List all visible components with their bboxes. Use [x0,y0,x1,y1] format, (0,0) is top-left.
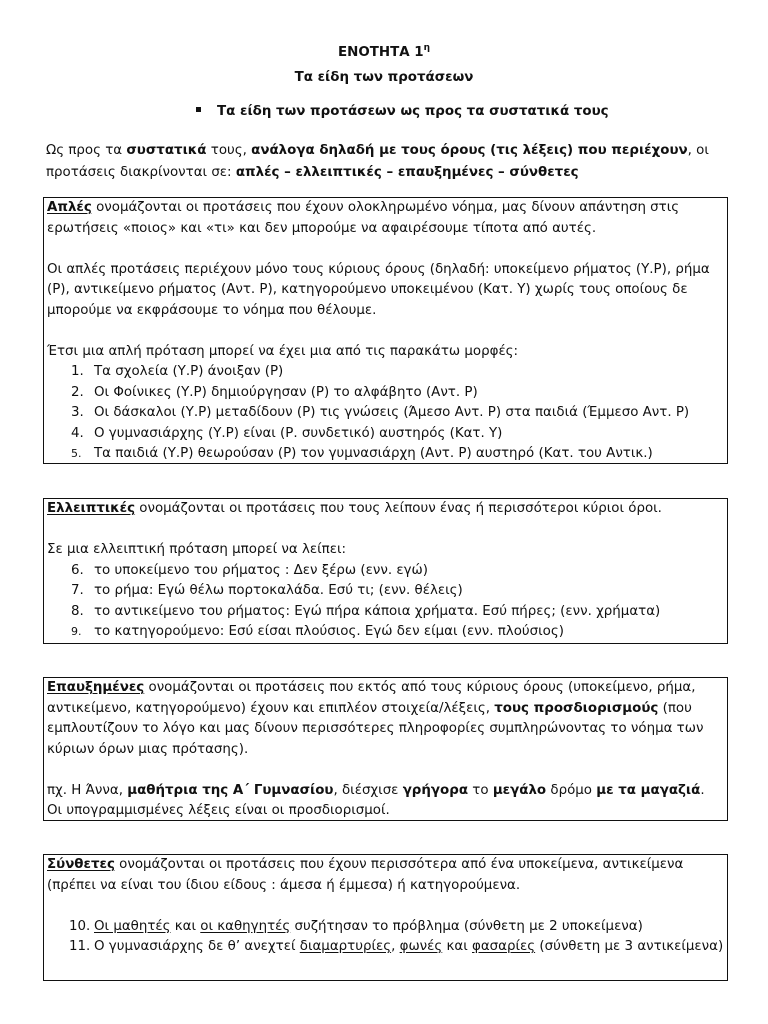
list-number: 9. [71,625,82,638]
intro-text: , οι προτάσεις διακρίνονται σε: [46,143,709,180]
example-text: το [468,782,493,798]
underlined-object: φωνές [399,939,443,954]
elliptic-examples-list [47,561,727,643]
list-item [47,561,727,582]
list-item-text: συζήτησαν το πρόβλημα (σύνθετη με 2 υποκείμενα) [290,918,643,934]
augmented-example [47,781,727,802]
list-item-text: και [170,918,201,934]
list-item [47,581,727,602]
list-number: 11. [69,939,91,954]
simple-term: Απλές [47,200,92,215]
intro-text: τους, [206,143,252,158]
list-item [47,444,727,465]
compound-examples-list [47,917,727,958]
list-number: 3. [71,405,84,420]
unit-title-sup: η [423,43,430,53]
underlined-object: φασαρίες [472,939,536,954]
list-item-text: (σύνθετη με 3 αντικείμενα) [535,939,724,954]
page-subtitle: Τα είδη των προτάσεων [294,70,474,85]
list-item [47,424,727,445]
example-modifier: μεγάλο [492,782,547,798]
list-item [47,403,727,424]
simple-definition-text: ονομάζονται οι προτάσεις που έχουν ολοκληρωμένο νόημα, μας δίνουν απάντηση στις ερωτήσεις «ποιος» και «τι» και δεν μπορούμε να αφαιρέσουμε τίποτα από αυτές. [47,200,680,236]
list-number: 6. [71,562,84,578]
list-item-text: Ο γυμνασιάρχης (Υ.Ρ) είναι (Ρ. συνδετικό) αυστηρός (Κατ. Υ) [94,425,503,441]
list-item-text: και [442,939,472,954]
example-modifier: γρήγορα [402,782,469,798]
list-item-text: Οι Φοίνικες (Υ.Ρ) δημιούργησαν (Ρ) το αλφάβητο (Αντ. Ρ) [94,384,478,400]
list-number: 4. [71,425,84,441]
list-number: 2. [71,384,84,400]
augmented-definition [47,678,727,760]
list-item [47,622,727,643]
list-number: 7. [71,583,84,598]
intro-bold: συστατικά [126,143,207,158]
example-text: δρόμο [546,782,597,798]
list-item-text: το αντικείμενο του ρήματος: Εγώ πήρα κάποια χρήματα. Εσύ πήρες; (ενν. χρήματα) [94,603,661,619]
augmented-text: (που εμπλουτίζουν το λόγο και μας δίνουν περισσότερες πληροφορίες συμπληρώνοντας το νόημα των κύριων όρων μιας πρότασης). [47,700,704,757]
list-item [47,917,727,938]
augmented-sentences-box [43,677,728,821]
simple-sentences-box [43,197,728,464]
elliptic-term: Ελλειπτικές [47,501,136,516]
list-number: 5. [71,447,82,460]
example-text: . [700,782,705,798]
example-modifier: με τα μαγαζιά [596,782,701,798]
compound-definition [47,855,727,896]
underlined-subject: οι καθηγητές [200,918,291,934]
intro-paragraph [46,140,736,184]
elliptic-sentences-box [43,498,728,644]
unit-title [0,43,768,60]
intro-bold: ανάλογα δηλαδή με τους όρους (τις λέξεις) που περιέχουν [251,143,688,158]
compound-term: Σύνθετες [47,857,115,872]
augmented-bold: τους προσδιορισμούς [494,700,659,716]
section-heading [196,104,609,119]
intro-text: Ως προς τα [46,143,127,158]
example-text: πχ. Η Άννα, [47,782,128,798]
intro-bold: απλές – ελλειπτικές – επαυξημένες – σύνθετες [235,165,579,180]
simple-examples-list [47,362,727,465]
simple-explanation: Οι απλές προτάσεις περιέχουν μόνο τους κύριους όρους (δηλαδή: υποκείμενο ρήματος (Υ.Ρ), ρήμα (Ρ), αντικείμενο ρήματος (Αντ. Ρ), κατηγορούμενο υποκειμένου (Κατ. Υ) χωρίς τους οποίους δε μπορούμε να εκφράσουμε το νόημα που θέλουμε. [47,261,710,318]
list-item-text: Τα παιδιά (Υ.Ρ) θεωρούσαν (Ρ) τον γυμνασιάρχη (Αντ. Ρ) αυστηρό (Κατ. του Αντικ.) [94,446,653,461]
list-item-text: , [391,939,400,954]
list-item-text: Τα σχολεία (Υ.Ρ) άνοιξαν (Ρ) [94,364,284,379]
example-text: , διέσχισε [333,782,403,798]
elliptic-definition-text: ονομάζονται οι προτάσεις που τους λείπουν ένας ή περισσότεροι κύριοι όροι. [135,501,662,516]
list-number: 1. [71,364,84,379]
list-item-text: το κατηγορούμενο: Εσύ είσαι πλούσιος. Εγώ δεν είμαι (ενν. πλούσιος) [94,624,564,639]
elliptic-definition [47,499,727,520]
list-item [47,383,727,404]
list-item-text: Ο γυμνασιάρχης δε θ’ ανεχτεί [94,939,300,954]
list-number: 8. [71,603,84,619]
list-item-text: Οι δάσκαλοι (Υ.Ρ) μεταδίδουν (Ρ) τις γνώσεις (Άμεσο Αντ. Ρ) στα παιδιά (Έμμεσο Αντ. Ρ) [94,405,690,420]
underlined-subject: Οι μαθητές [94,918,171,934]
compound-sentences-box [43,854,728,981]
list-number: 10. [69,918,91,934]
example-modifier: μαθήτρια της Α΄ Γυμνασίου [127,782,334,798]
list-item-text: το ρήμα: Εγώ θέλω πορτοκαλάδα. Εσύ τι; (ενν. θέλεις) [94,583,463,598]
elliptic-intro: Σε μια ελλειπτική πρόταση μπορεί να λείπει: [47,542,347,557]
square-bullet-icon [196,107,201,112]
simple-forms-intro: Έτσι μια απλή πρόταση μπορεί να έχει μια από τις παρακάτω μορφές: [47,343,519,359]
list-item [47,362,727,383]
list-item-text: το υποκείμενο του ρήματος : Δεν ξέρω (ενν. εγώ) [94,562,428,578]
list-item [47,602,727,623]
compound-definition-text: ονομάζονται οι προτάσεις που έχουν περισσότερα από ένα υποκείμενα, αντικείμενα (πρέπει να είναι του ίδιου είδους : άμεσα ή έμμεσα) ή κατηγορούμενα. [47,857,684,893]
augmented-text: ονομάζονται οι προτάσεις που εκτός από τους κύριους όρους (υποκείμενο, ρήμα, αντικείμενο, κατηγορούμενο) έχουν και επιπλέον στοιχεία/λέξεις, [47,680,696,716]
list-item [47,937,727,958]
simple-definition [47,198,727,239]
underlined-object: διαμαρτυρίες [299,939,392,954]
augmented-note: Οι υπογραμμισμένες λέξεις είναι οι προσδιορισμοί. [47,803,390,818]
augmented-term: Επαυξημένες [47,680,145,695]
section-heading-text: Τα είδη των προτάσεων ως προς τα συστατικά τους [217,104,609,119]
unit-title-text: ΕΝΟΤΗΤΑ 1 [338,45,424,60]
